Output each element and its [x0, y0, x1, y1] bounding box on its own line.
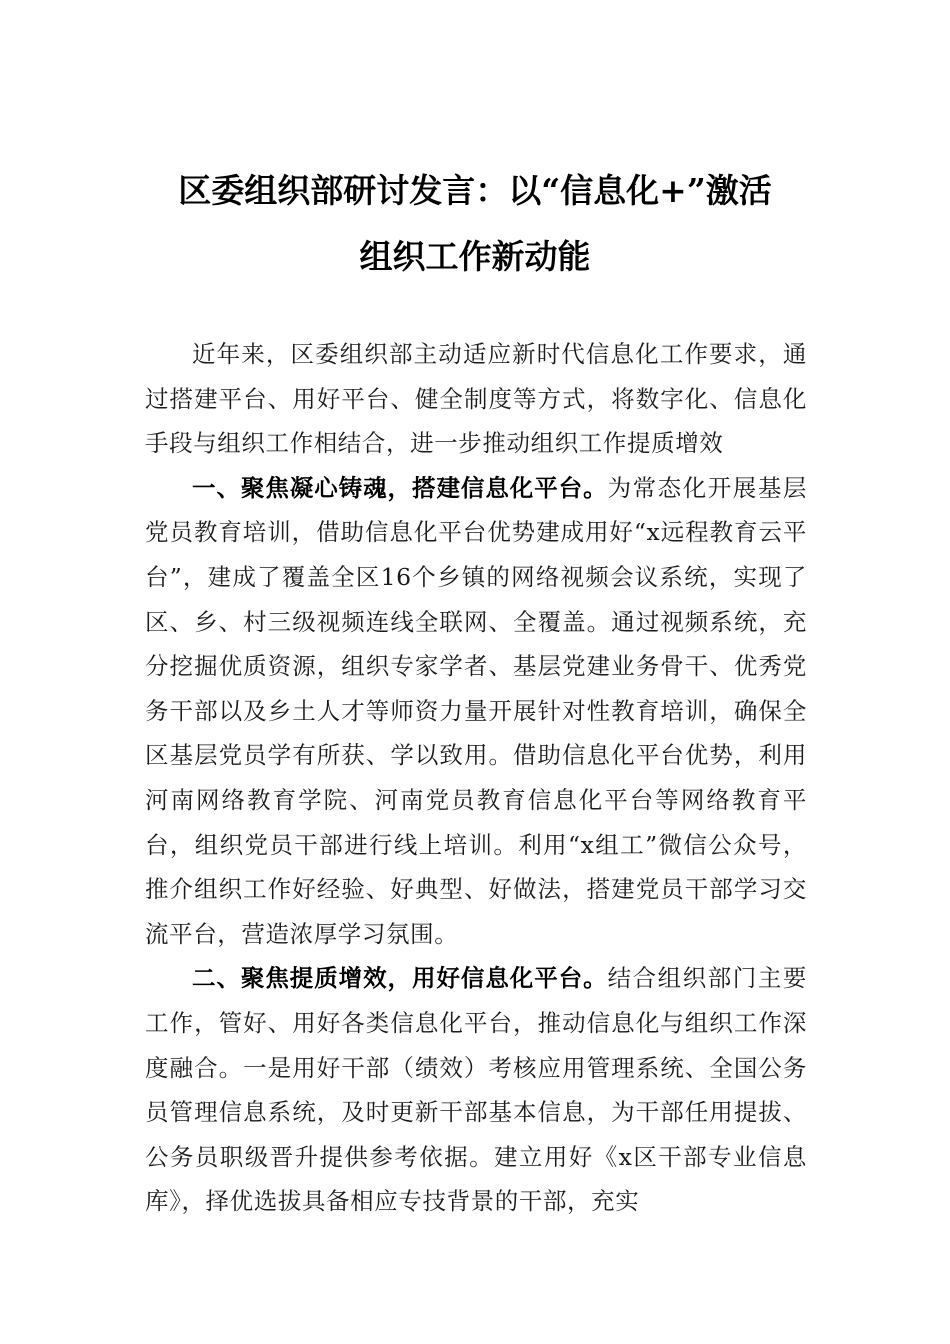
section-1-heading: 一、聚焦凝心铸魂，搭建信息化平台。: [192, 473, 608, 502]
section-1-text: 为常态化开展基层党员教育培训，借助信息化平台优势建成用好“x远程教育云平台”，建成了覆盖全区16个乡镇的网络视频会议系统，实现了区、乡、村三级视频连线全联网、全覆盖。通过视频系统，充分挖掘优质资源，组织专家学者、基层党建业务骨干、优秀党务干部以及乡土人才等师资力量开展针对性教育培训，确保全区基层党员学有所获、学以致用。借助信息化平台优势，利用河南网络教育学院、河南党员教育信息化平台等网络教育平台，组织党员干部进行线上培训。利用“x组工”微信公众号，推介组织工作好经验、好典型、好做法，搭建党员干部学习交流平台，营造浓厚学习氛围。: [145, 473, 807, 948]
title-line-1: 区委组织部研讨发言：以“信息化+”激活: [178, 171, 772, 210]
title-line-2: 组织工作新动能: [359, 237, 591, 276]
document-body: [145, 332, 807, 1224]
section-2-heading: 二、聚焦提质增效，用好信息化平台。: [192, 964, 608, 993]
intro-paragraph: 近年来，区委组织部主动适应新时代信息化工作要求，通过搭建平台、用好平台、健全制度等方式，将数字化、信息化手段与组织工作相结合，进一步推动组织工作提质增效: [145, 340, 807, 458]
section-2-paragraph: [145, 956, 807, 1224]
document-title: [100, 158, 850, 290]
section-2-text: 结合组织部门主要工作，管好、用好各类信息化平台，推动信息化与组织工作深度融合。一是用好干部（绩效）考核应用管理系统、全国公务员管理信息系统，及时更新干部基本信息，为干部任用提拔、公务员职级晋升提供参考依据。建立用好《x区干部专业信息库》，择优选拔具备相应专技背景的干部，充实: [145, 964, 807, 1216]
section-1-paragraph: [145, 466, 807, 957]
